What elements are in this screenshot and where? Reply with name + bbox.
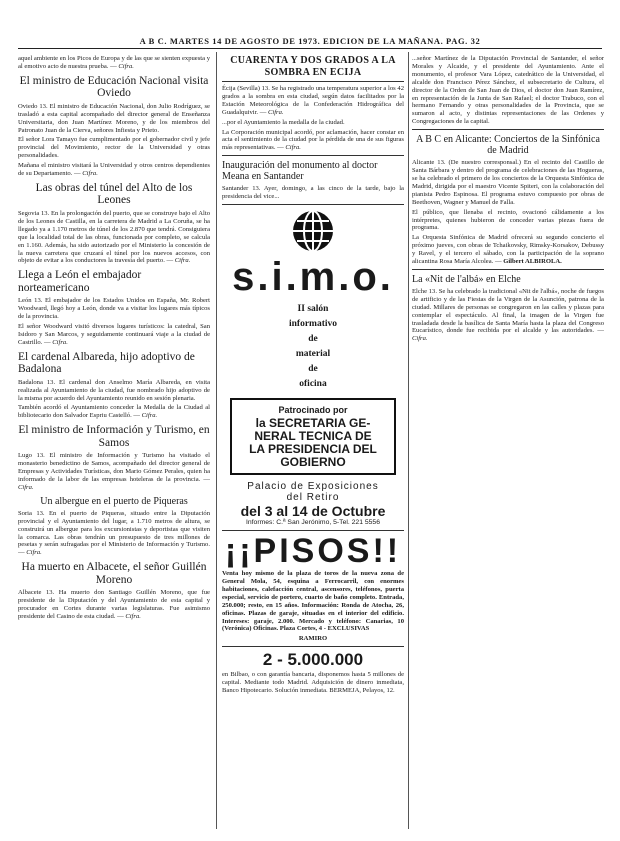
ad-line: de: [308, 364, 318, 375]
article-ministro-educacion: [18, 75, 210, 178]
header-rule: [18, 48, 602, 49]
paragraph: León 13. El embajador de los Estados Unidos en España, Mr. Robert Woodward, llegó hoy a León, donde va a visitar los lugares más típicos de la provincia.: [18, 297, 210, 321]
article-ministro-informacion: [18, 424, 210, 492]
paragraph: La Orquesta Sinfónica de Madrid ofrecerá su segundo concierto el próximo jueves, con obras de Tchaikovsky, Rimsky-Korsakov, Debussy y Ravel, y el tercero el sábado, con la participación de la soprano alicantina Rosa María Alcolea. — Gilbert ALBIROLA.: [412, 234, 604, 266]
simo-logo: s.i.m.o.: [232, 255, 394, 300]
paragraph: Segovia 13. En la prolongación del puerto, que se construye bajo el Alto de los Leones de Castilla, en la carretera de Madrid a La Coruña, se ha llegado ya a 1.170 metros de túnel de los 2.870 que tendrá. Consiguiera que la localidad total de las obras, funcionada por completo, se calcula en 1.160. Además, ha sido autorizado por el Ministerio la concesión de la nueva carretera que cruzará el túnel por los nuevos accesos, con objeto de evitar a los conductores la travesía del puerto. — Cifra.: [18, 209, 210, 265]
paragraph: El señor Woodward visitó diversos lugares turísticos: la catedral, San Isidoro y San Marcos, y seguidamente continuará viaje a la ciudad de Castrillo. — Cifra.: [18, 323, 210, 346]
ad-line: oficina: [299, 379, 327, 390]
rule: [222, 530, 404, 531]
column-right: [412, 55, 604, 829]
paragraph: El público, que llenaba el recinto, ovacionó cálidamente a los intérpretes, quienes hubieron de conceder varias piezas fuera de programa.: [412, 208, 604, 232]
sponsor-line: la SECRETARIA GE-: [255, 416, 371, 431]
globe-icon: [291, 209, 335, 253]
headline: CUARENTA Y DOS GRADOS A LA SOMBRA EN ECIJA: [230, 55, 396, 78]
article-nit: [412, 274, 604, 343]
headline: La «Nit de l'albá» en Elche: [412, 273, 521, 285]
ad-line: de: [308, 334, 318, 345]
paragraph: ...por el Ayuntamiento la medalla de la ciudad.: [222, 118, 345, 126]
ad-price: 2 - 5.000.000: [262, 650, 364, 670]
headline: Inauguración del monumento al doctor Meana en Santander: [222, 160, 378, 183]
sponsor-label: Patrocinado por: [278, 405, 348, 416]
headline: A B C en Alicante: Conciertos de la Sinfónica de Madrid: [416, 134, 600, 157]
paragraph: Écija (Sevilla) 13. Se ha registrado una temperatura superior a los 42 grados a la sombra en esta ciudad, según datos facilitados por la Estación Meteorológica de la Confederación Hidrográfica del Guadalquivir. — Cifra.: [222, 85, 404, 116]
running-head: A B C. MARTES 14 DE AGOSTO DE 1973. EDICION DE LA MAÑANA. PAG. 32: [139, 36, 481, 46]
paragraph: Mañana el ministro visitará la Universidad y otros centros dependientes de su Departamento. — Cifra.: [18, 162, 210, 178]
paragraph: Elche 13. Se ha celebrado la tradicional «Nit de l'albá», noche de fuegos de artificio y de las Fiestas de la Virgen de la Asunción, patrona de la ciudad. Millares de personas se congregaron en las calles y plazas para contemplar el espectáculo. Al final, la imagen de la Virgen fue trasladada desde la basílica de Santa María hasta la plaza del Congreso Eucarístico, donde fue recibida por el alcalde y las autoridades. — Cifra.: [412, 287, 604, 343]
sponsor-line: LA PRESIDENCIA DEL: [249, 442, 377, 457]
paragraph: Badalona 13. El cardenal don Anselmo María Albareda, en visita realizada al Ayuntamiento de la ciudad, fue nombrado hijo adoptivo de la misma por acuerdo del Ayuntamiento reunido en sesión plenaria.: [18, 378, 210, 402]
ad-title: ¡¡PISOS!!: [224, 532, 402, 571]
article-tunel: [18, 182, 210, 265]
headline: Las obras del túnel del Alto de los Leones: [35, 181, 193, 207]
headline: Un albergue en el puerto de Piqueras: [40, 495, 188, 507]
advertisement-pisos: [222, 534, 404, 695]
article-monumento: [222, 160, 404, 201]
headline: El ministro de Educación Nacional visita Oviedo: [19, 74, 209, 100]
article-albacete: [18, 561, 210, 621]
ad-line: material: [295, 349, 331, 360]
article-embajador: [18, 269, 210, 346]
article-conciertos: [412, 134, 604, 266]
venue-line: Palacio de Exposiciones: [247, 481, 379, 493]
top-fragment: aquel ambiente en los Picos de Europa y de las que se sienten expuesta y al emotivo acto de nuestra prueba. — Cifra.: [18, 55, 210, 70]
rule: [412, 269, 604, 270]
rule: [222, 81, 404, 82]
column-rule-left: [216, 52, 217, 829]
column-middle: [222, 55, 404, 829]
sponsor-box: [230, 398, 396, 475]
rule: [222, 155, 404, 156]
rule: [412, 129, 604, 130]
venue-line: del Retiro: [286, 492, 340, 504]
headline: El ministro de Información y Turismo, en Samos: [18, 424, 210, 449]
paragraph: Santander 13. Ayer, domingo, a las cinco de la tarde, bajo la presidencia del vice...: [222, 185, 404, 201]
headline: El cardenal Albareda, hijo adoptivo de Badalona: [18, 350, 195, 376]
headline: Ha muerto en Albacete, el señor Guillén Moreno: [21, 561, 207, 586]
rule: [222, 204, 404, 205]
paragraph: Alicante 13. (De nuestro corresponsal.) En el recinto del Castillo de Santa Bárbara y dentro del programa de celebraciones de las Hogueras, se ha celebrado el primero de los conciertos de la Orquesta Sinfónica de Madrid, dirigida por el maestro Vicente Spiteri, con la colaboración del pianista Pedro Espinosa. El programa estuvo compuesto por obras de Beethoven, Wagner y Manuel de Falla.: [412, 159, 604, 206]
article-cardenal: [18, 351, 210, 421]
rule: [222, 646, 404, 647]
paragraph: Albacete 13. Ha muerto don Santiago Guillén Moreno, que fue presidente de la Diputación y del Ayuntamiento de esta capital y procurador en Cortes durante varias legislaturas. Fue asimismo presidente del Casino de esta ciudad. — Cifra.: [18, 589, 210, 620]
article-albergue: [18, 496, 210, 557]
ad-body: Venta hoy mismo de la plaza de toros de la nueva zona de General Mola, 54, esquina a Ferrocarril, con enormes habitaciones, calefacción central, ascensores, teléfonos, puerta especial, servicio de portero, cuarto de baño completo. Entrada, 250.000; resto, en 15 años. Información: Ronda de Atocha, 26, oficinas. Plazas de garaje, situadas en el interior del edificio. Intereses: garaje, 2.000. Mercado y teléfono: Canarias, 10 (Verónica) Oficinas. Plaza Cortes, 4 - EXCLUSIVAS: [222, 570, 404, 633]
headline: Llega a León el embajador norteamericano: [18, 269, 142, 294]
ad-body: en Bilbao, o con garantía bancaria, disponemos hasta 5 millones de capital. Mediante todo Madrid. Adquisición de dinero inmediata, Banco Hipotecario. Solución inmediata. BERMEJA, Pelayos, 12.: [222, 671, 404, 695]
paragraph: Soria 13. En el puerto de Piqueras, situado entre la Diputación provincial y el Ayuntamiento del lugar, a 1.710 metros de altura, se construirá un albergue para los excursionistas y deportistas que visiten la comarca. Las obras tendrán un presupuesto de tres millones de pesetas y serán sufragadas por el Ministerio de Información y Turismo. — Cifra.: [18, 509, 210, 557]
paragraph: Oviedo 13. El ministro de Educación Nacional, don Julio Rodríguez, se trasladó a esta capital acompañado del director general de Enseñanza Universitaria, don Juan Martínez Moreno, y de los miembros del Patronato Juan de la Cierva, señores Infiesta y Prieto.: [18, 102, 210, 134]
sponsor-line: GOBIERNO: [280, 455, 346, 470]
ad-line: II salón: [297, 304, 329, 315]
event-dates: del 3 al 14 de Octubre: [240, 503, 386, 520]
paragraph: Lugo 13. El ministro de Información y Turismo ha visitado el monasterio benedictino de Samos, acompañado del director general de Empresas y Actividades Turísticas, don Mario Gómez Perales, quien ha informado de la labor de las empresas hoteleras de la provincia. — Cifra.: [18, 452, 210, 491]
sponsor-line: NERAL TECNICA DE: [254, 429, 372, 444]
paragraph: El señor Lora Tamayo fue cumplimentado por el gobernador civil y jefe provincial del Movimiento, rector de la Universidad y otras personalidades.: [18, 136, 210, 160]
top-fragment: ...señor Martínez de la Diputación Provincial de Santander, el señor Morales y Alcaide, y el presidente del Ayuntamiento. Ante el monumento, el profesor Vara López, catedrático de la Universidad, el alcalde don Francisco Pérez Sánchez, el subsecretario de Cultura, el director de la Orden de San Juan de Dios, el doctor don Juan Ramírez, en representación de la Junta de San Rafael; el doctor Trabuco, con el hermano Fernando y otras personalidades de la Provincia, que se sumaron al acto, y distintas representaciones de las Ordenes y Congregaciones de la capital.: [412, 55, 604, 126]
advertisement-simo: [222, 209, 404, 527]
article-ecija: [222, 55, 404, 152]
column-left: [18, 55, 210, 829]
contact-info: Informes: C.ª San Jerónimo, 5-Tel. 221 5556: [246, 519, 380, 527]
ad-footer: RAMIRO: [298, 635, 328, 643]
paragraph: La Corporación municipal acordó, por aclamación, hacer constar en acta el sentimiento de la ciudad por la pérdida de una de sus figuras más representativas. — Cifra.: [222, 128, 404, 152]
ad-line: informativo: [288, 319, 338, 330]
column-rule-right: [408, 52, 409, 829]
paragraph: También acordó el Ayuntamiento conceder la Medalla de la Ciudad al bibliotecario don Salvador Espriu Castelló. — Cifra.: [18, 404, 210, 420]
